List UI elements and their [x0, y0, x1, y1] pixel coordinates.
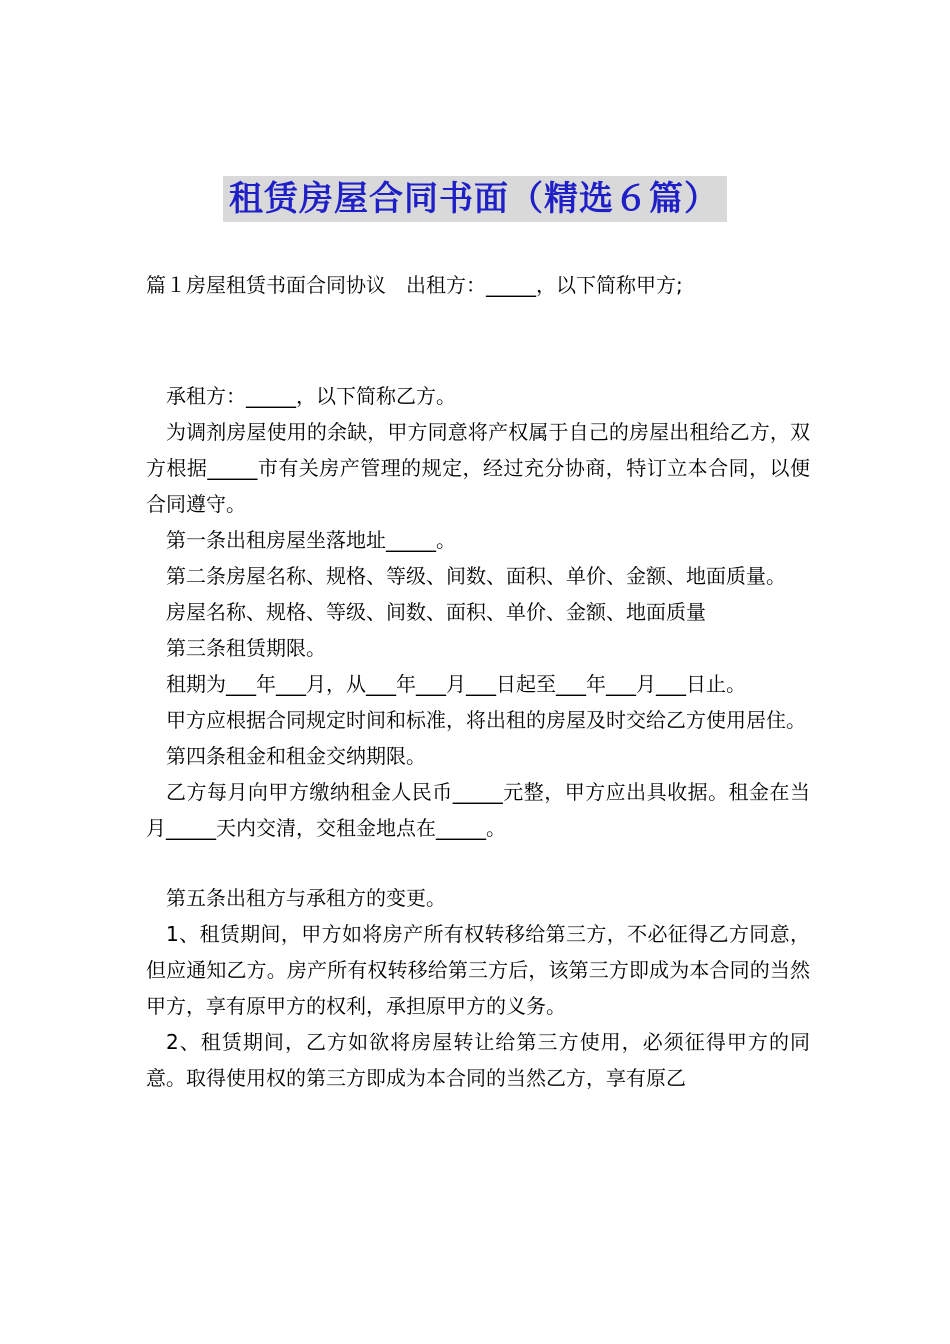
paragraph-house-details: 房屋名称、规格、等级、间数、面积、单价、金额、地面质量: [166, 600, 706, 624]
paragraph-article-5: 第五条出租方与承租方的变更。: [166, 886, 446, 910]
paragraph-tenant: 承租方：_____，以下简称乙方。: [166, 384, 456, 408]
paragraph-article-3: 第三条租赁期限。: [166, 636, 326, 660]
title-container: [0, 176, 950, 222]
paragraph-clause-2: 2、租赁期间，乙方如欲将房屋转让给第三方使用，必须征得甲方的同意。取得使用权的第三方即成为本合同的当然乙方，享有原乙: [146, 1030, 810, 1090]
paragraph-article-2: 第二条房屋名称、规格、等级、间数、面积、单价、金额、地面质量。: [166, 564, 786, 588]
contract-body: [146, 378, 810, 1096]
paragraph-article-4: 第四条租金和租金交纳期限。: [166, 744, 426, 768]
paragraph-rent: 乙方每月向甲方缴纳租金人民币_____元整，甲方应出具收据。租金在当月_____天内交清，交租金地点在_____。: [146, 780, 810, 840]
document-title: 租赁房屋合同书面（精选６篇）: [223, 176, 727, 222]
paragraph-lease-term: 租期为___年___月，从___年___月___日起至___年___月___日止。: [166, 672, 746, 696]
intro-line: 篇１房屋租赁书面合同协议 出租方：_____，以下简称甲方;: [146, 273, 683, 297]
paragraph-article-1: 第一条出租房屋坐落地址_____。: [166, 528, 456, 552]
paragraph-purpose: 为调剂房屋使用的余缺，甲方同意将产权属于自己的房屋出租给乙方，双方根据_____市有关房产管理的规定，经过充分协商，特订立本合同，以便合同遵守。: [146, 420, 810, 516]
paragraph-clause-1: 1、租赁期间，甲方如将房产所有权转移给第三方，不必征得乙方同意，但应通知乙方。房产所有权转移给第三方后，该第三方即成为本合同的当然甲方，享有原甲方的权利，承担原甲方的义务。: [146, 922, 810, 1018]
paragraph-handover: 甲方应根据合同规定时间和标准，将出租的房屋及时交给乙方使用居住。: [166, 708, 806, 732]
